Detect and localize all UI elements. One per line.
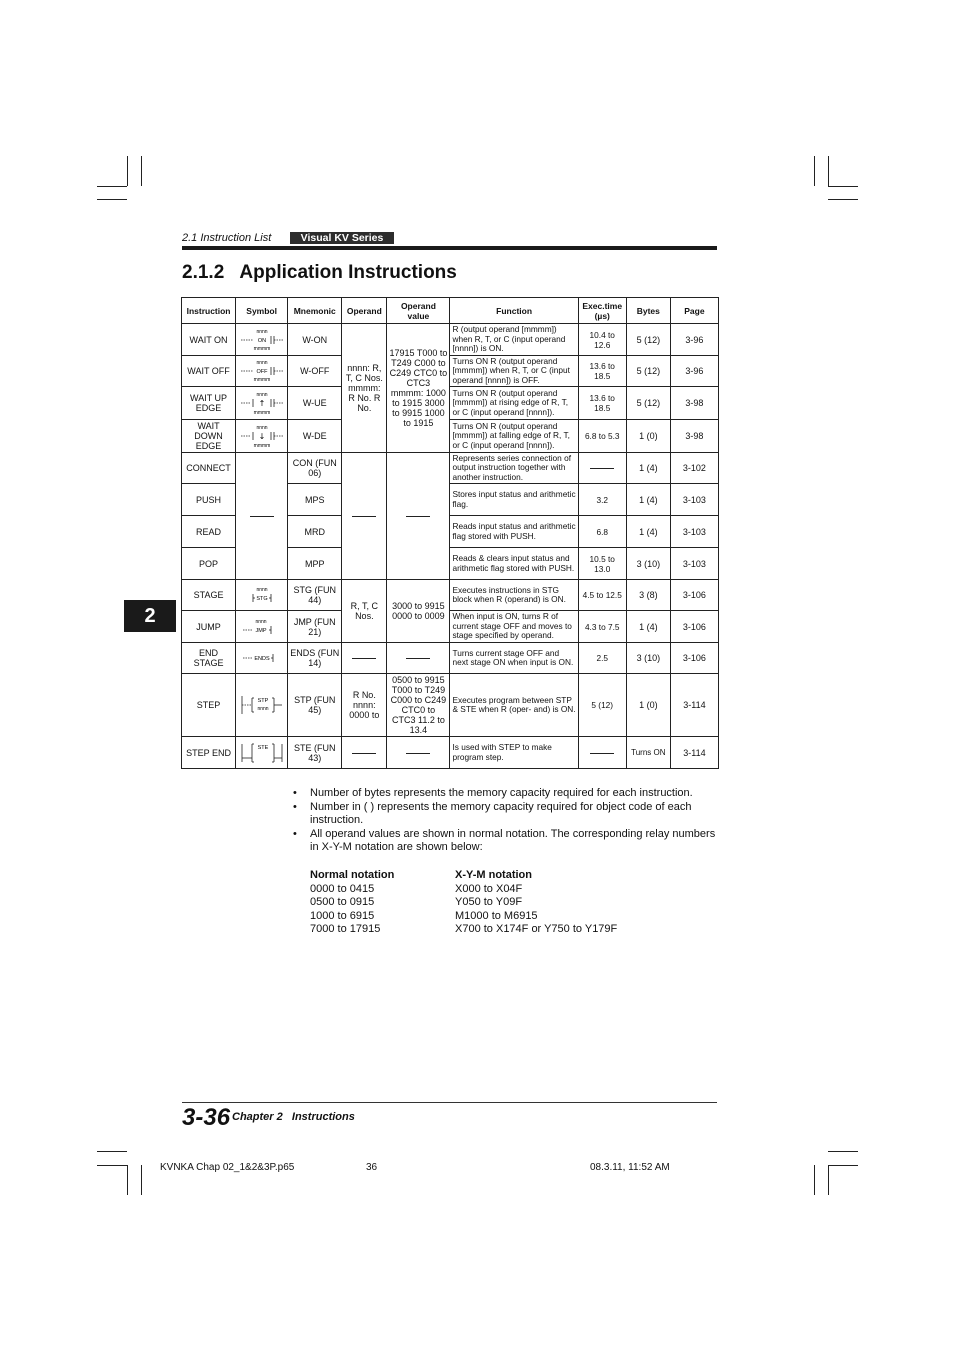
svg-text:STE: STE <box>257 744 268 751</box>
svg-text:STP: STP <box>257 698 268 704</box>
notation-xym-value: X700 to X174F or Y750 to Y179F <box>455 923 618 936</box>
instruction-cell: STEP END <box>182 737 236 769</box>
step-end-symbol <box>239 741 285 765</box>
mnemonic-cell: JMP (FUN 21) <box>288 611 342 643</box>
notation-header-normal: Normal notation <box>310 869 395 881</box>
bytes-cell: 1 (4) <box>626 611 670 643</box>
page-cell: 3-114 <box>670 674 718 737</box>
instruction-cell: JUMP <box>182 611 236 643</box>
svg-text:nnnn: nnnn <box>256 328 268 335</box>
dash-mark <box>590 468 614 469</box>
bullet-icon: • <box>293 800 297 813</box>
dash-mark <box>250 516 274 517</box>
page-cell: 3-98 <box>670 387 718 420</box>
crop-mark <box>814 156 815 186</box>
exec-time-cell: 5 (12) <box>578 674 626 737</box>
svg-text:mmmm: mmmm <box>253 377 270 383</box>
dash-mark <box>406 516 430 517</box>
table-row <box>182 737 719 769</box>
crop-mark <box>97 1151 127 1152</box>
crop-mark <box>828 156 829 186</box>
col-header: Mnemonic <box>288 298 342 324</box>
table-row <box>182 611 719 643</box>
page-cell: 3-96 <box>670 356 718 387</box>
function-cell: Is used with STEP to make program step. <box>450 737 578 769</box>
operand-value-cell <box>387 453 450 580</box>
page-cell: 3-103 <box>670 548 718 580</box>
svg-text:nnnn: nnnn <box>256 360 268 366</box>
notation-normal-value: 0000 to 0415 <box>310 882 375 895</box>
operand-cell <box>342 737 387 769</box>
svg-text:mmmm: mmmm <box>253 443 270 448</box>
table-row <box>182 643 719 674</box>
operand-cell: R No. nnnn: 0000 to <box>342 674 387 737</box>
symbol-cell <box>236 387 288 420</box>
operand-value-cell <box>387 737 450 769</box>
note-item: • Number of bytes represents the memory capacity required for each instruction. <box>293 787 693 799</box>
svg-text:mmmm: mmmm <box>253 345 270 352</box>
instruction-cell: WAIT OFF <box>182 356 236 387</box>
mnemonic-cell: W-DE <box>288 420 342 453</box>
footer-rule <box>182 1102 717 1103</box>
page-title: 2.1.2 Application Instructions <box>182 262 457 283</box>
step-symbol <box>239 693 285 717</box>
bytes-cell: Turns ON <box>626 737 670 769</box>
bullet-icon: • <box>293 787 297 799</box>
note-item: • All operand values are shown in normal notation. The corresponding relay numbers in X-Y-M notation are shown below: <box>293 827 716 853</box>
crop-mark <box>141 156 142 186</box>
table-row <box>182 387 719 420</box>
function-cell: Turns current stage OFF and next stage ON when input is ON. <box>450 643 578 674</box>
svg-text:ON: ON <box>257 337 266 344</box>
col-header: Exec.time (µs) <box>578 298 626 324</box>
mnemonic-cell: MPS <box>288 484 342 516</box>
crop-mark <box>828 1151 858 1152</box>
crop-mark <box>828 1165 858 1166</box>
page-cell: 3-106 <box>670 611 718 643</box>
falling-edge-symbol <box>239 424 285 448</box>
operand-cell: nnnn: R, T, C Nos. mmmm: R No. R No. <box>342 324 387 453</box>
svg-text:nnnn: nnnn <box>256 392 268 398</box>
crop-mark <box>828 1165 829 1195</box>
col-header: Function <box>450 298 578 324</box>
slug-sheet: 36 <box>366 1162 378 1173</box>
bytes-cell: 1 (0) <box>626 674 670 737</box>
svg-text:ENDS: ENDS <box>254 656 270 662</box>
notation-header-xym: X-Y-M notation <box>455 869 532 881</box>
function-cell: Executes instructions in STG block when R (operand) is ON. <box>450 580 578 611</box>
page-cell: 3-102 <box>670 453 718 484</box>
end-stage-symbol <box>239 651 285 665</box>
table-row <box>182 356 719 387</box>
instruction-cell: WAIT DOWN EDGE <box>182 420 236 453</box>
bytes-cell: 5 (12) <box>626 387 670 420</box>
svg-text:STG: STG <box>255 596 268 602</box>
svg-text:nnnn: nnnn <box>256 587 268 593</box>
table-row <box>182 324 719 356</box>
symbol-cell <box>236 643 288 674</box>
exec-time-cell: 13.6 to 18.5 <box>578 356 626 387</box>
exec-time-cell: 13.6 to 18.5 <box>578 387 626 420</box>
instruction-cell: CONNECT <box>182 453 236 484</box>
crop-mark <box>828 199 858 200</box>
function-cell: Reads input status and arithmetic flag stored with PUSH. <box>450 516 578 548</box>
operand-cell: R, T, C Nos. <box>342 580 387 643</box>
mnemonic-cell: ENDS (FUN 14) <box>288 643 342 674</box>
svg-text:nnnn: nnnn <box>256 425 268 431</box>
instruction-cell: STAGE <box>182 580 236 611</box>
exec-time-cell: 4.5 to 12.5 <box>578 580 626 611</box>
operand-value-cell: 0500 to 9915 T000 to T249 C000 to C249 CTC0 to CTC3 11.2 to 13.4 <box>387 674 450 737</box>
notation-normal-value: 7000 to 17915 <box>310 923 381 936</box>
table-row <box>182 674 719 737</box>
exec-time-cell: 2.5 <box>578 643 626 674</box>
dash-mark <box>406 753 430 754</box>
series-tag: Visual KV Series <box>290 232 394 244</box>
col-header: Symbol <box>236 298 288 324</box>
col-header: Operand value <box>387 298 450 324</box>
bytes-cell: 3 (10) <box>626 548 670 580</box>
instruction-cell: POP <box>182 548 236 580</box>
symbol-cell <box>236 324 288 356</box>
operand-cell <box>342 453 387 580</box>
exec-time-cell: 3.2 <box>578 484 626 516</box>
page-cell: 3-98 <box>670 420 718 453</box>
rising-edge-symbol <box>239 391 285 415</box>
table-row <box>182 453 719 484</box>
instruction-table <box>181 297 719 769</box>
page-cell: 3-106 <box>670 643 718 674</box>
operand-value-cell: 17915 T000 to T249 C000 to C249 CTC0 to CTC3 mmmm: 1000 to 1915 3000 to 9915 1000 to 1915 <box>387 324 450 453</box>
exec-time-cell: 10.5 to 13.0 <box>578 548 626 580</box>
operand-cell <box>342 643 387 674</box>
symbol-cell <box>236 453 288 580</box>
exec-time-cell: 10.4 to 12.6 <box>578 324 626 356</box>
svg-text:↑: ↑ <box>258 399 265 408</box>
stage-symbol <box>239 585 285 605</box>
bytes-cell: 1 (4) <box>626 516 670 548</box>
symbol-cell <box>236 580 288 611</box>
svg-text:↓: ↓ <box>258 432 265 441</box>
dash-mark <box>352 658 376 659</box>
bytes-cell: 3 (8) <box>626 580 670 611</box>
crop-mark <box>141 1165 142 1195</box>
crop-mark <box>97 186 127 187</box>
svg-text:nnnn: nnnn <box>257 706 269 712</box>
notation-normal-value: 1000 to 6915 <box>310 909 375 922</box>
notation-xym-value: M1000 to M6915 <box>455 909 538 922</box>
table-header-row <box>182 298 719 324</box>
exec-time-cell: 4.3 to 7.5 <box>578 611 626 643</box>
symbol-cell <box>236 420 288 453</box>
bullet-icon: • <box>293 827 297 840</box>
mnemonic-cell: STP (FUN 45) <box>288 674 342 737</box>
dash-mark <box>406 658 430 659</box>
dash-mark <box>352 753 376 754</box>
instruction-cell: WAIT ON <box>182 324 236 356</box>
page-cell: 3-114 <box>670 737 718 769</box>
crop-mark <box>828 186 858 187</box>
section-reference: 2.1 Instruction List <box>182 232 272 244</box>
slug-filename: KVNKA Chap 02_1&2&3P.p65 <box>160 1162 295 1173</box>
symbol-cell <box>236 674 288 737</box>
ladder-contact-symbol <box>239 328 285 352</box>
function-cell: Represents series connection of output instruction together with another instruction. <box>450 453 578 484</box>
col-header: Page <box>670 298 718 324</box>
notation-xym-value: X000 to X04F <box>455 882 523 895</box>
bytes-cell: 1 (4) <box>626 453 670 484</box>
symbol-cell <box>236 737 288 769</box>
crop-mark <box>97 199 127 200</box>
col-header: Bytes <box>626 298 670 324</box>
function-cell: When input is ON, turns R of current stage OFF and moves to stage specified by operand. <box>450 611 578 643</box>
col-header: Instruction <box>182 298 236 324</box>
notation-xym-value: Y050 to Y09F <box>455 896 523 909</box>
instruction-cell: READ <box>182 516 236 548</box>
jump-symbol <box>239 617 285 637</box>
function-cell: Stores input status and arithmetic flag. <box>450 484 578 516</box>
exec-time-cell: 6.8 to 5.3 <box>578 420 626 453</box>
mnemonic-cell: STG (FUN 44) <box>288 580 342 611</box>
symbol-cell <box>236 356 288 387</box>
svg-text:OFF: OFF <box>256 369 268 375</box>
chapter-label: Chapter 2 Instructions <box>232 1111 355 1123</box>
notes-list <box>293 787 723 855</box>
page-cell: 3-96 <box>670 324 718 356</box>
function-cell: Turns ON R (output operand [mmmm]) at rising edge of R, T, or C (input operand [nnnn]). <box>450 387 578 420</box>
page-cell: 3-103 <box>670 484 718 516</box>
exec-time-cell: 6.8 <box>578 516 626 548</box>
symbol-cell <box>236 611 288 643</box>
slug-timestamp: 08.3.11, 11:52 AM <box>590 1162 670 1173</box>
bytes-cell: 5 (12) <box>626 324 670 356</box>
svg-text:nnnn: nnnn <box>255 618 267 625</box>
table-row <box>182 580 719 611</box>
mnemonic-cell: MRD <box>288 516 342 548</box>
bytes-cell: 3 (10) <box>626 643 670 674</box>
instruction-cell: END STAGE <box>182 643 236 674</box>
page-number: 3-36 <box>182 1104 231 1131</box>
ladder-contact-symbol <box>239 359 285 383</box>
exec-time-cell <box>578 737 626 769</box>
mnemonic-cell: W-OFF <box>288 356 342 387</box>
bytes-cell: 1 (4) <box>626 484 670 516</box>
dash-mark <box>590 753 614 754</box>
operand-value-cell: 3000 to 9915 0000 to 0009 <box>387 580 450 643</box>
mnemonic-cell: W-ON <box>288 324 342 356</box>
bytes-cell: 5 (12) <box>626 356 670 387</box>
notation-normal-value: 0500 to 0915 <box>310 896 375 909</box>
mnemonic-cell: STE (FUN 43) <box>288 737 342 769</box>
crop-mark <box>814 1165 815 1195</box>
crop-mark <box>127 156 128 186</box>
instruction-cell: STEP <box>182 674 236 737</box>
function-cell: Executes program between STP & STE when R (oper- and) is ON. <box>450 674 578 737</box>
function-cell: R (output operand [mmmm]) when R, T, or C (input operand [nnnn]) is ON. <box>450 324 578 356</box>
page-cell: 3-103 <box>670 516 718 548</box>
crop-mark <box>127 1165 128 1195</box>
mnemonic-cell: CON (FUN 06) <box>288 453 342 484</box>
table-row <box>182 420 719 453</box>
chapter-tab: 2 <box>124 600 176 632</box>
function-cell: Turns ON R (output operand [mmmm]) at falling edge of R, T, or C (input operand [nnnn]). <box>450 420 578 453</box>
mnemonic-cell: W-UE <box>288 387 342 420</box>
bytes-cell: 1 (0) <box>626 420 670 453</box>
function-cell: Reads & clears input status and arithmetic flag stored with PUSH. <box>450 548 578 580</box>
note-item: • Number in ( ) represents the memory capacity required for object code of each instruction. <box>293 800 692 826</box>
svg-text:mmmm: mmmm <box>253 410 270 415</box>
header-rule <box>182 246 717 250</box>
mnemonic-cell: MPP <box>288 548 342 580</box>
instruction-cell: WAIT UP EDGE <box>182 387 236 420</box>
col-header: Operand <box>342 298 387 324</box>
function-cell: Turns ON R (output operand [mmmm]) when R, T, or C (input operand [nnnn]) is OFF. <box>450 356 578 387</box>
operand-value-cell <box>387 643 450 674</box>
exec-time-cell <box>578 453 626 484</box>
page-cell: 3-106 <box>670 580 718 611</box>
instruction-cell: PUSH <box>182 484 236 516</box>
crop-mark <box>97 1165 127 1166</box>
svg-text:JMP: JMP <box>255 627 267 634</box>
dash-mark <box>352 516 376 517</box>
